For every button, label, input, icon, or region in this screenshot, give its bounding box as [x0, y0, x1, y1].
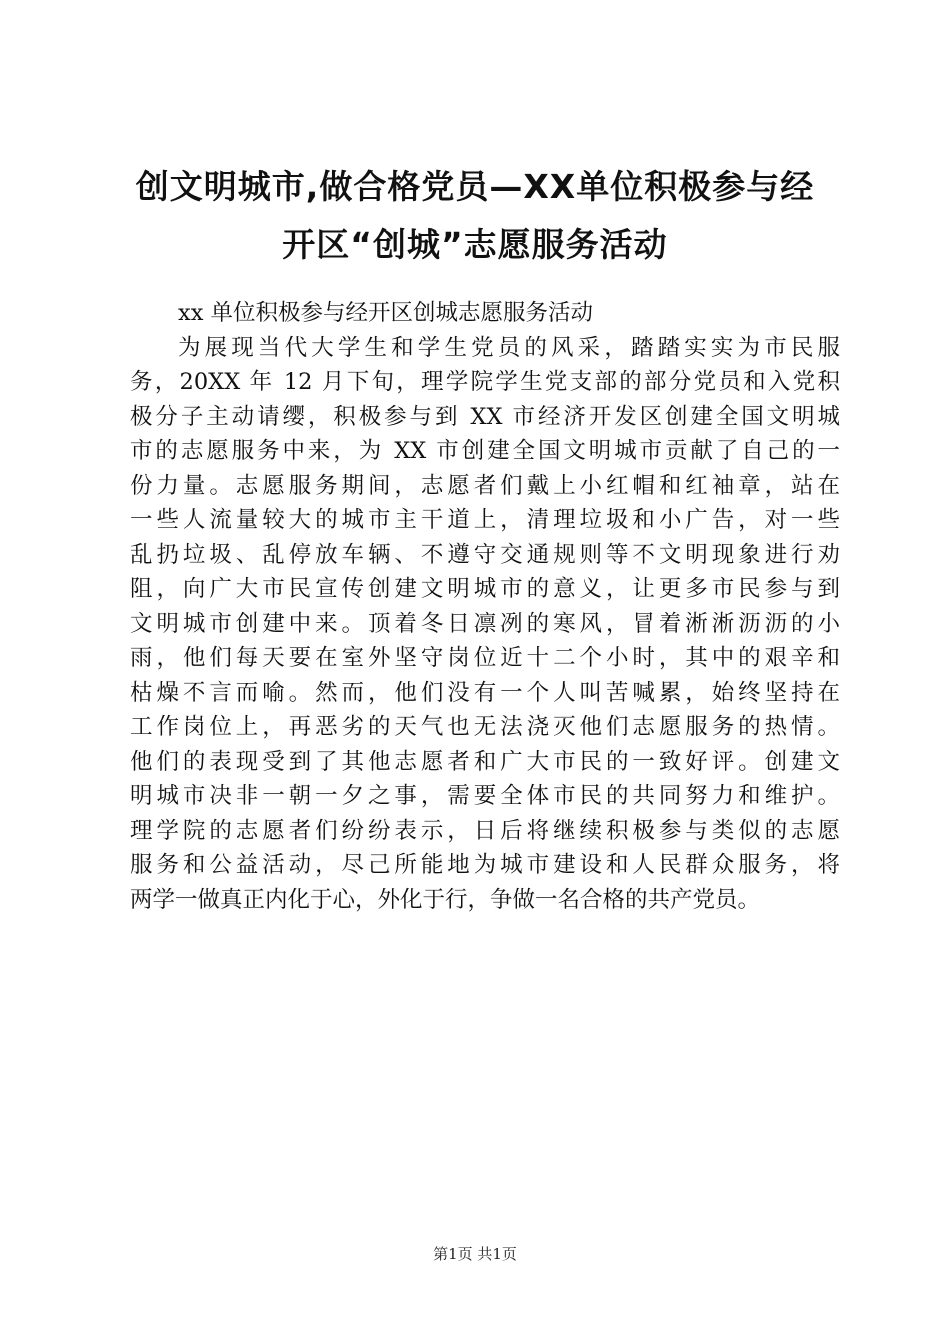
body-line: 阻，向广大市民宣传创建文明城市的意义，让更多市民参与到 — [130, 576, 840, 602]
body-line: 理学院的志愿者们纷纷表示，日后将继续积极参与类似的志愿 — [130, 817, 840, 844]
body-line: 市的志愿服务中来，为 XX 市创建全国文明城市贡献了自己的一 — [130, 438, 840, 464]
body-line: 极分子主动请缨，积极参与到 XX 市经济开发区创建全国文明城 — [130, 403, 840, 430]
body-line: 份力量。志愿服务期间，志愿者们戴上小红帽和红袖章，站在 — [130, 472, 840, 499]
subtitle-line: xx 单位积极参与经开区创城志愿服务活动 — [178, 300, 594, 326]
body-line: 雨，他们每天要在室外坚守岗位近十二个小时，其中的艰辛和 — [130, 645, 840, 671]
body-line: 服务和公益活动，尽己所能地为城市建设和人民群众服务，将 — [130, 852, 840, 878]
body-line: 枯燥不言而喻。然而，他们没有一个人叫苦喊累，始终坚持在 — [130, 679, 840, 706]
body-line: 工作岗位上，再恶劣的天气也无法浇灭他们志愿服务的热情。 — [130, 714, 840, 740]
body-line: 乱扔垃圾、乱停放车辆、不遵守交通规则等不文明现象进行劝 — [130, 541, 840, 568]
body-line: 明城市决非一朝一夕之事，需要全体市民的共同努力和维护。 — [130, 783, 840, 809]
document-title — [110, 158, 840, 274]
body-line: 为展现当代大学生和学生党员的风采，踏踏实实为市民服 — [178, 334, 840, 361]
title-line-2: 开区“创城”志愿服务活动 — [282, 225, 668, 264]
page-number-footer: 第1页 共1页 — [433, 1245, 517, 1263]
title-line-1: 创文明城市,做合格党员—XX单位积极参与经 — [135, 167, 815, 206]
body-line: 一些人流量较大的城市主干道上，清理垃圾和小广告，对一些 — [130, 507, 840, 533]
body-line: 他们的表现受到了其他志愿者和广大市民的一致好评。创建文 — [130, 748, 840, 775]
body-line: 两学一做真正内化于心，外化于行，争做一名合格的共产党员。 — [130, 886, 761, 913]
body-line: 文明城市创建中来。顶着冬日凛冽的寒风，冒着淅淅沥沥的小 — [130, 610, 840, 637]
document-body — [130, 296, 840, 917]
body-line: 务，20XX 年 12 月下旬，理学院学生党支部的部分党员和入党积 — [130, 369, 840, 395]
